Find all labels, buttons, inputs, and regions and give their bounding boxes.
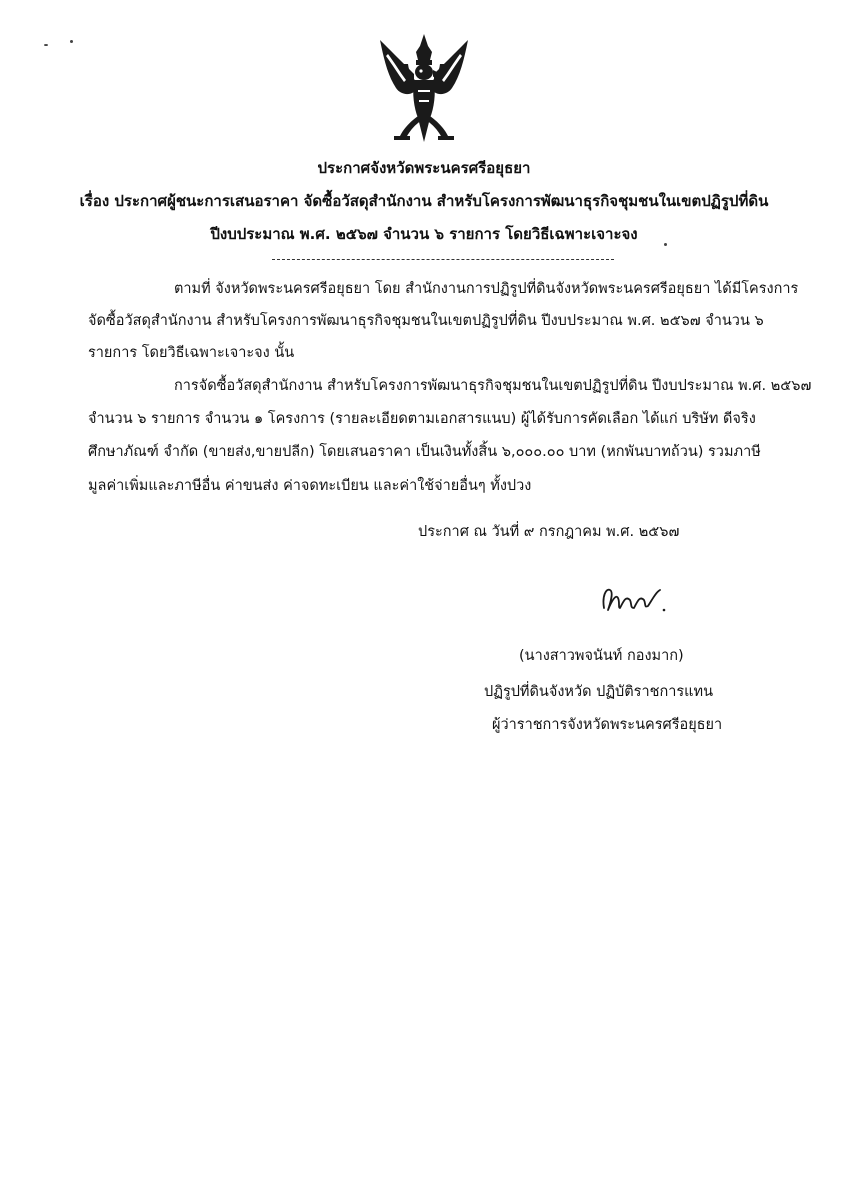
scan-speck [44,44,48,46]
document-subject-line-1: เรื่อง ประกาศผู้ชนะการเสนอราคา จัดซื้อวัสดุสำนักงาน สำหรับโครงการพัฒนาธุรกิจชุมชนในเขตปฏิรูปที่ดิน [79,192,769,210]
signatory-position-1: ปฏิรูปที่ดินจังหวัด ปฏิบัติราชการแทน [484,684,713,700]
scan-speck [70,40,73,43]
announcement-date: ประกาศ ณ วันที่ ๙ กรกฎาคม พ.ศ. ๒๕๖๗ [418,524,680,540]
signatory-position-2: ผู้ว่าราชการจังหวัดพระนครศรีอยุธยา [492,717,723,733]
header-divider [272,259,614,260]
handwritten-signature-icon [598,578,668,618]
document-subject-line-2: ปีงบประมาณ พ.ศ. ๒๕๖๗ จำนวน ๖ รายการ โดยวิธีเฉพาะเจาะจง [210,225,638,243]
paragraph-2-line: มูลค่าเพิ่มและภาษีอื่น ค่าขนส่ง ค่าจดทะเบียน และค่าใช้จ่ายอื่นๆ ทั้งปวง [88,478,532,494]
document-authority: ประกาศจังหวัดพระนครศรีอยุธยา [317,159,531,177]
paragraph-2-line: การจัดซื้อวัสดุสำนักงาน สำหรับโครงการพัฒนาธุรกิจชุมชนในเขตปฏิรูปที่ดิน ปีงบประมาณ พ.ศ. ๒๕๖๗ [174,378,812,394]
signatory-name: (นางสาวพจนันท์ กองมาก) [519,648,684,664]
paragraph-1-line: รายการ โดยวิธีเฉพาะเจาะจง นั้น [88,345,295,361]
paragraph-2-line: จำนวน ๖ รายการ จำนวน ๑ โครงการ (รายละเอียดตามเอกสารแนบ) ผู้ได้รับการคัดเลือก ได้แก่ บริษัท ดีจริง [88,411,756,427]
paragraph-2-line: ศึกษาภัณฑ์ จำกัด (ขายส่ง,ขายปลีก) โดยเสนอราคา เป็นเงินทั้งสิ้น ๖,๐๐๐.๐๐ บาท (หกพันบาทถ้วน) รวมภาษี [88,444,761,460]
paragraph-1-line: ตามที่ จังหวัดพระนครศรีอยุธยา โดย สำนักงานการปฏิรูปที่ดินจังหวัดพระนครศรีอยุธยา ได้มีโครงการ [174,281,799,297]
scan-speck [664,243,667,246]
paragraph-1-line: จัดซื้อวัสดุสำนักงาน สำหรับโครงการพัฒนาธุรกิจชุมชนในเขตปฏิรูปที่ดิน ปีงบประมาณ พ.ศ. ๒๕๖๗ จำนวน ๖ [88,313,764,329]
garuda-emblem-icon [374,30,474,150]
